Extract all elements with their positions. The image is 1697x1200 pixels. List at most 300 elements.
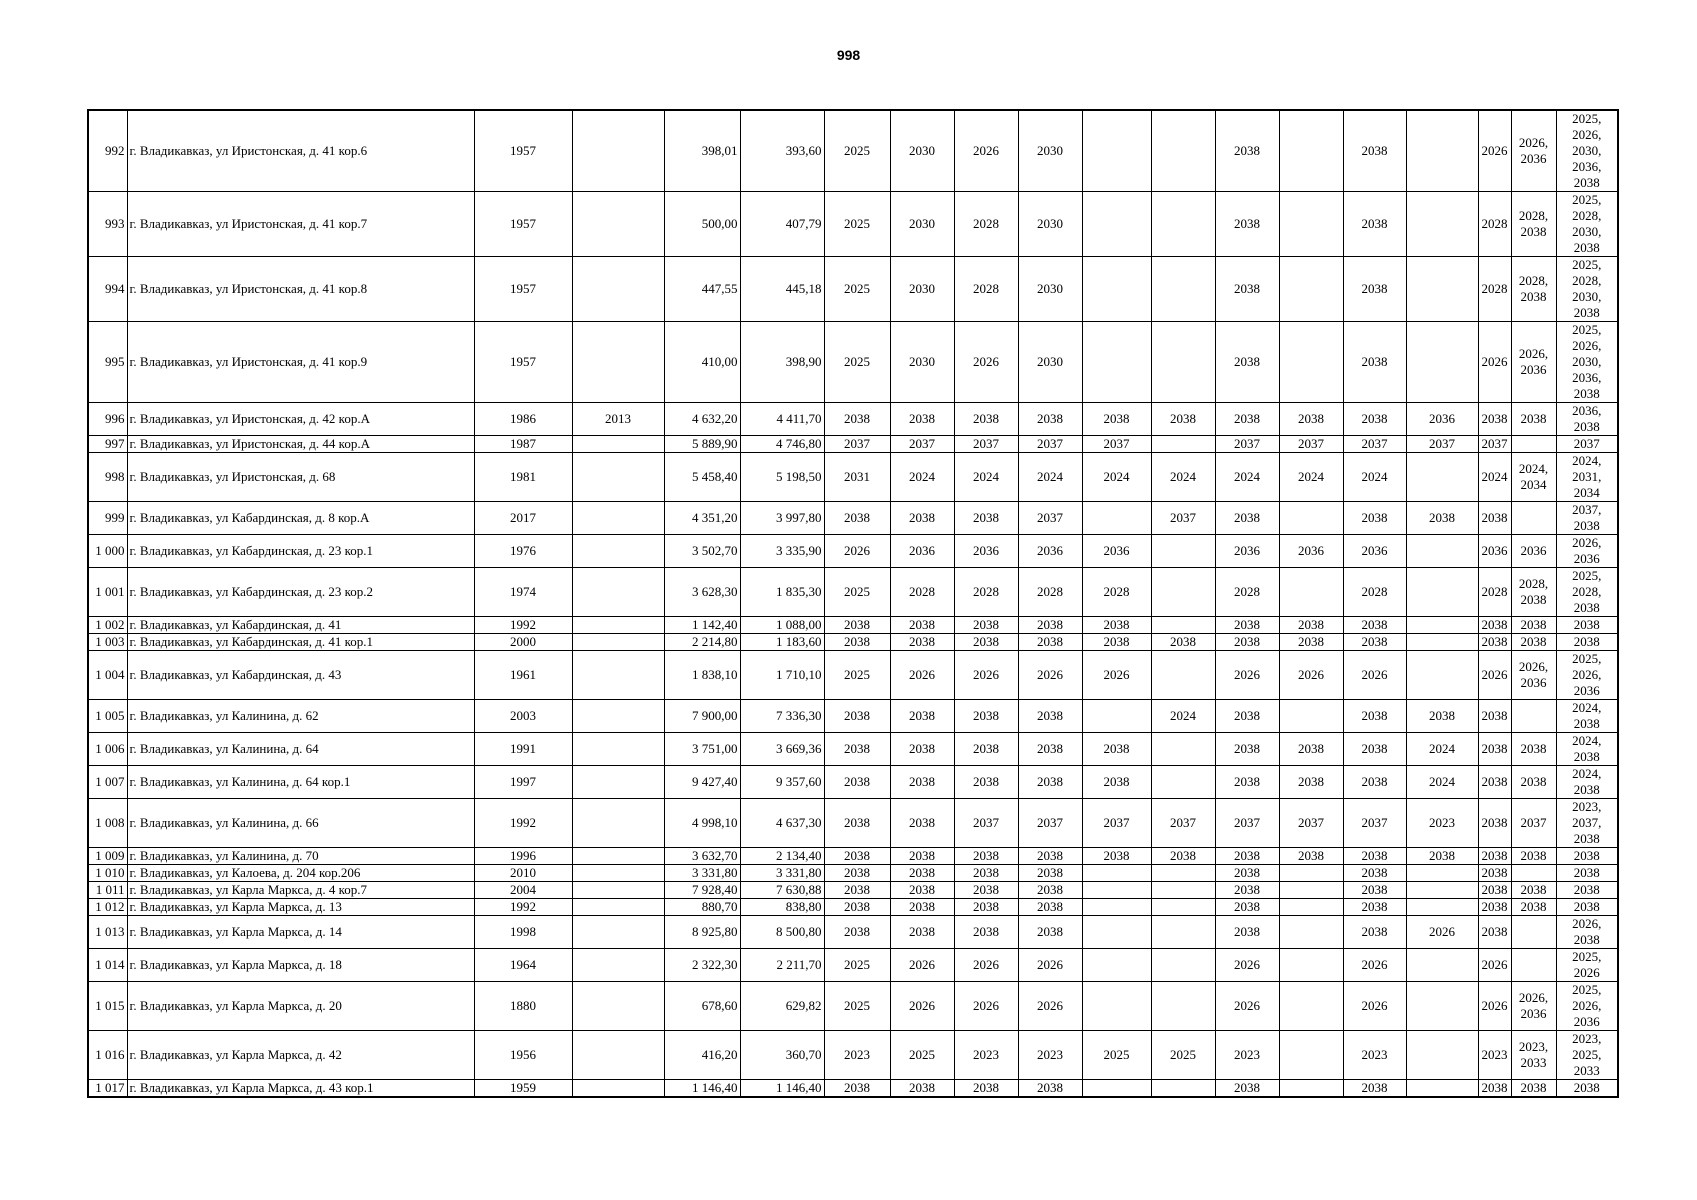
work-year-cell: 2025, 2026, 2030, 2036, 2038 — [1556, 110, 1618, 192]
work-year-cell: 2026 — [1018, 982, 1082, 1031]
work-year-cell: 2037 — [954, 799, 1018, 848]
work-year-cell: 2038 — [824, 403, 890, 436]
work-year-cell: 2038 — [890, 916, 954, 949]
work-year-cell: 2038 — [824, 799, 890, 848]
work-year-cell: 2038 — [1511, 882, 1556, 899]
repair-year-cell — [572, 865, 664, 882]
work-year-cell: 2037 — [1478, 436, 1511, 453]
build-year-cell: 1981 — [474, 453, 572, 502]
work-year-cell: 2023 — [1406, 799, 1478, 848]
work-year-cell: 2025, 2028, 2038 — [1556, 568, 1618, 617]
work-year-cell: 2038 — [1343, 192, 1406, 257]
table-row — [88, 899, 1618, 916]
work-year-cell: 2037 — [1018, 436, 1082, 453]
work-year-cell: 2038 — [1343, 617, 1406, 634]
repair-year-cell: 2013 — [572, 403, 664, 436]
work-year-cell: 2038 — [1279, 403, 1343, 436]
work-year-cell: 2037 — [890, 436, 954, 453]
work-year-cell: 2038 — [1082, 848, 1151, 865]
living-area-cell: 4 746,80 — [740, 436, 824, 453]
row-number-cell: 1 006 — [88, 733, 127, 766]
work-year-cell: 2038 — [954, 916, 1018, 949]
table-row — [88, 322, 1618, 403]
work-year-cell: 2024 — [1018, 453, 1082, 502]
total-area-cell: 416,20 — [664, 1031, 740, 1080]
work-year-cell: 2024 — [1215, 453, 1279, 502]
row-number-cell: 1 003 — [88, 634, 127, 651]
work-year-cell: 2038 — [1018, 617, 1082, 634]
build-year-cell: 1957 — [474, 110, 572, 192]
work-year-cell: 2028, 2038 — [1511, 257, 1556, 322]
work-year-cell: 2038 — [890, 865, 954, 882]
address-cell: г. Владикавказ, ул Карла Маркса, д. 14 — [127, 916, 474, 949]
build-year-cell: 1957 — [474, 192, 572, 257]
work-year-cell: 2036 — [1018, 535, 1082, 568]
work-year-cell — [1151, 982, 1215, 1031]
build-year-cell: 1961 — [474, 651, 572, 700]
work-year-cell: 2023 — [1343, 1031, 1406, 1080]
repair-year-cell — [572, 982, 664, 1031]
work-year-cell — [1279, 882, 1343, 899]
work-year-cell: 2038 — [954, 733, 1018, 766]
build-year-cell: 1959 — [474, 1080, 572, 1098]
repair-year-cell — [572, 568, 664, 617]
work-year-cell: 2038 — [1215, 502, 1279, 535]
work-year-cell: 2025 — [1151, 1031, 1215, 1080]
work-year-cell: 2026 — [1215, 949, 1279, 982]
living-area-cell: 3 331,80 — [740, 865, 824, 882]
work-year-cell: 2038 — [890, 766, 954, 799]
living-area-cell: 445,18 — [740, 257, 824, 322]
total-area-cell: 7 900,00 — [664, 700, 740, 733]
work-year-cell — [1151, 192, 1215, 257]
work-year-cell: 2036 — [954, 535, 1018, 568]
work-year-cell: 2038 — [1018, 865, 1082, 882]
work-year-cell — [1082, 949, 1151, 982]
work-year-cell: 2026 — [954, 949, 1018, 982]
work-year-cell — [1279, 322, 1343, 403]
work-year-cell — [1279, 192, 1343, 257]
work-year-cell: 2026 — [1343, 982, 1406, 1031]
work-year-cell: 2038 — [954, 617, 1018, 634]
work-year-cell: 2024, 2034 — [1511, 453, 1556, 502]
work-year-cell: 2038 — [1343, 502, 1406, 535]
work-year-cell: 2023 — [954, 1031, 1018, 1080]
repair-year-cell — [572, 1031, 664, 1080]
address-cell: г. Владикавказ, ул Карла Маркса, д. 42 — [127, 1031, 474, 1080]
table-row — [88, 192, 1618, 257]
total-area-cell: 1 142,40 — [664, 617, 740, 634]
work-year-cell: 2038 — [1406, 502, 1478, 535]
work-year-cell: 2037 — [1343, 799, 1406, 848]
work-year-cell: 2024, 2031, 2034 — [1556, 453, 1618, 502]
row-number-cell: 1 010 — [88, 865, 127, 882]
repair-year-cell — [572, 617, 664, 634]
work-year-cell: 2038 — [1556, 882, 1618, 899]
work-year-cell: 2025 — [824, 949, 890, 982]
work-year-cell: 2036 — [1343, 535, 1406, 568]
work-year-cell — [1406, 634, 1478, 651]
repair-year-cell — [572, 1080, 664, 1098]
work-year-cell: 2038 — [1343, 403, 1406, 436]
address-cell: г. Владикавказ, ул Калинина, д. 64 кор.1 — [127, 766, 474, 799]
work-year-cell: 2026 — [954, 651, 1018, 700]
work-year-cell: 2025, 2026, 2036 — [1556, 982, 1618, 1031]
work-year-cell: 2038 — [1215, 848, 1279, 865]
work-year-cell — [1406, 882, 1478, 899]
row-number-cell: 1 011 — [88, 882, 127, 899]
total-area-cell: 678,60 — [664, 982, 740, 1031]
repair-year-cell — [572, 882, 664, 899]
address-cell: г. Владикавказ, ул Иристонская, д. 41 кор.8 — [127, 257, 474, 322]
table-row — [88, 634, 1618, 651]
work-year-cell — [1082, 322, 1151, 403]
address-cell: г. Владикавказ, ул Иристонская, д. 41 кор.6 — [127, 110, 474, 192]
repair-year-cell — [572, 502, 664, 535]
work-year-cell: 2038 — [1018, 700, 1082, 733]
work-year-cell: 2038 — [824, 700, 890, 733]
work-year-cell: 2026 — [1478, 110, 1511, 192]
work-year-cell: 2024 — [1151, 700, 1215, 733]
work-year-cell: 2023, 2025, 2033 — [1556, 1031, 1618, 1080]
work-year-cell — [1406, 1031, 1478, 1080]
work-year-cell: 2026, 2036 — [1511, 651, 1556, 700]
work-year-cell: 2038 — [824, 848, 890, 865]
work-year-cell: 2038 — [1215, 865, 1279, 882]
work-year-cell: 2038 — [890, 848, 954, 865]
work-year-cell: 2028 — [1215, 568, 1279, 617]
table-row — [88, 882, 1618, 899]
repair-year-cell — [572, 916, 664, 949]
work-year-cell — [1082, 916, 1151, 949]
work-year-cell: 2038 — [890, 700, 954, 733]
build-year-cell: 1880 — [474, 982, 572, 1031]
work-year-cell — [1082, 502, 1151, 535]
work-year-cell: 2038 — [1406, 848, 1478, 865]
work-year-cell — [1406, 651, 1478, 700]
work-year-cell: 2024 — [1279, 453, 1343, 502]
work-year-cell: 2026 — [824, 535, 890, 568]
build-year-cell: 1957 — [474, 322, 572, 403]
row-number-cell: 1 001 — [88, 568, 127, 617]
work-year-cell: 2038 — [890, 1080, 954, 1098]
work-year-cell: 2038 — [824, 617, 890, 634]
row-number-cell: 996 — [88, 403, 127, 436]
work-year-cell: 2024 — [1151, 453, 1215, 502]
living-area-cell: 360,70 — [740, 1031, 824, 1080]
address-cell: г. Владикавказ, ул Карла Маркса, д. 43 кор.1 — [127, 1080, 474, 1098]
work-year-cell — [1279, 502, 1343, 535]
work-year-cell: 2038 — [1343, 766, 1406, 799]
work-year-cell: 2026, 2036 — [1511, 982, 1556, 1031]
work-year-cell: 2038 — [1343, 916, 1406, 949]
total-area-cell: 7 928,40 — [664, 882, 740, 899]
work-year-cell: 2038 — [1082, 733, 1151, 766]
work-year-cell: 2038 — [1343, 848, 1406, 865]
living-area-cell: 3 335,90 — [740, 535, 824, 568]
living-area-cell: 838,80 — [740, 899, 824, 916]
work-year-cell: 2038 — [954, 634, 1018, 651]
row-number-cell: 1 014 — [88, 949, 127, 982]
work-year-cell — [1151, 766, 1215, 799]
build-year-cell: 1996 — [474, 848, 572, 865]
work-year-cell: 2037 — [1151, 799, 1215, 848]
work-year-cell: 2037 — [1018, 799, 1082, 848]
build-year-cell: 1998 — [474, 916, 572, 949]
housing-register-table — [87, 109, 1619, 1098]
work-year-cell: 2031 — [824, 453, 890, 502]
work-year-cell: 2036 — [1478, 535, 1511, 568]
work-year-cell: 2024 — [1478, 453, 1511, 502]
work-year-cell: 2038 — [1279, 617, 1343, 634]
work-year-cell: 2038 — [1478, 700, 1511, 733]
living-area-cell: 9 357,60 — [740, 766, 824, 799]
work-year-cell: 2037 — [1556, 436, 1618, 453]
work-year-cell: 2038 — [890, 899, 954, 916]
work-year-cell: 2023, 2037, 2038 — [1556, 799, 1618, 848]
repair-year-cell — [572, 766, 664, 799]
work-year-cell: 2038 — [1082, 403, 1151, 436]
table-row — [88, 1080, 1618, 1098]
work-year-cell: 2024 — [1406, 766, 1478, 799]
work-year-cell: 2038 — [1151, 403, 1215, 436]
work-year-cell: 2038 — [1343, 882, 1406, 899]
work-year-cell: 2038 — [954, 865, 1018, 882]
total-area-cell: 8 925,80 — [664, 916, 740, 949]
work-year-cell — [1279, 110, 1343, 192]
total-area-cell: 3 632,70 — [664, 848, 740, 865]
work-year-cell: 2038 — [1556, 617, 1618, 634]
work-year-cell: 2038 — [1478, 916, 1511, 949]
work-year-cell: 2038 — [1478, 502, 1511, 535]
repair-year-cell — [572, 453, 664, 502]
build-year-cell: 2000 — [474, 634, 572, 651]
work-year-cell: 2038 — [1478, 634, 1511, 651]
address-cell: г. Владикавказ, ул Иристонская, д. 42 кор.А — [127, 403, 474, 436]
work-year-cell: 2038 — [890, 733, 954, 766]
work-year-cell: 2037 — [824, 436, 890, 453]
work-year-cell: 2026 — [890, 651, 954, 700]
total-area-cell: 5 889,90 — [664, 436, 740, 453]
work-year-cell: 2028 — [1478, 192, 1511, 257]
work-year-cell — [1151, 733, 1215, 766]
work-year-cell — [1279, 257, 1343, 322]
address-cell: г. Владикавказ, ул Карла Маркса, д. 18 — [127, 949, 474, 982]
work-year-cell: 2025 — [824, 322, 890, 403]
work-year-cell: 2037 — [1215, 436, 1279, 453]
work-year-cell: 2038 — [1215, 916, 1279, 949]
work-year-cell: 2038 — [1279, 733, 1343, 766]
work-year-cell: 2038 — [1215, 700, 1279, 733]
work-year-cell: 2038 — [1018, 882, 1082, 899]
work-year-cell: 2038 — [890, 634, 954, 651]
total-area-cell: 1 146,40 — [664, 1080, 740, 1098]
table-row — [88, 568, 1618, 617]
work-year-cell: 2037 — [1279, 799, 1343, 848]
work-year-cell — [1082, 192, 1151, 257]
row-number-cell: 993 — [88, 192, 127, 257]
work-year-cell: 2025 — [824, 192, 890, 257]
address-cell: г. Владикавказ, ул Калинина, д. 62 — [127, 700, 474, 733]
work-year-cell: 2038 — [824, 865, 890, 882]
work-year-cell: 2026 — [1082, 651, 1151, 700]
work-year-cell: 2038 — [1406, 700, 1478, 733]
work-year-cell: 2026 — [1478, 322, 1511, 403]
work-year-cell: 2038 — [1082, 634, 1151, 651]
repair-year-cell — [572, 733, 664, 766]
living-area-cell: 2 134,40 — [740, 848, 824, 865]
work-year-cell — [1082, 700, 1151, 733]
row-number-cell: 1 008 — [88, 799, 127, 848]
address-cell: г. Владикавказ, ул Карла Маркса, д. 4 кор.7 — [127, 882, 474, 899]
work-year-cell — [1151, 535, 1215, 568]
work-year-cell: 2030 — [890, 192, 954, 257]
total-area-cell: 500,00 — [664, 192, 740, 257]
work-year-cell: 2038 — [1018, 733, 1082, 766]
row-number-cell: 1 007 — [88, 766, 127, 799]
row-number-cell: 994 — [88, 257, 127, 322]
work-year-cell: 2024, 2038 — [1556, 700, 1618, 733]
table-row — [88, 700, 1618, 733]
address-cell: г. Владикавказ, ул Иристонская, д. 68 — [127, 453, 474, 502]
address-cell: г. Владикавказ, ул Иристонская, д. 44 кор.А — [127, 436, 474, 453]
table-row — [88, 865, 1618, 882]
address-cell: г. Владикавказ, ул Калоева, д. 204 кор.206 — [127, 865, 474, 882]
work-year-cell — [1082, 1080, 1151, 1098]
build-year-cell: 2010 — [474, 865, 572, 882]
work-year-cell — [1406, 865, 1478, 882]
row-number-cell: 997 — [88, 436, 127, 453]
total-area-cell: 5 458,40 — [664, 453, 740, 502]
work-year-cell: 2037 — [1406, 436, 1478, 453]
table-row — [88, 848, 1618, 865]
work-year-cell: 2025, 2028, 2030, 2038 — [1556, 257, 1618, 322]
work-year-cell — [1082, 257, 1151, 322]
work-year-cell: 2026 — [954, 110, 1018, 192]
work-year-cell: 2026 — [1279, 651, 1343, 700]
repair-year-cell — [572, 322, 664, 403]
build-year-cell: 1997 — [474, 766, 572, 799]
work-year-cell: 2023 — [1018, 1031, 1082, 1080]
work-year-cell: 2038 — [824, 899, 890, 916]
table-row — [88, 403, 1618, 436]
work-year-cell: 2038 — [1556, 1080, 1618, 1098]
work-year-cell — [1082, 899, 1151, 916]
work-year-cell: 2036 — [1279, 535, 1343, 568]
work-year-cell: 2023 — [1478, 1031, 1511, 1080]
work-year-cell: 2038 — [1215, 257, 1279, 322]
work-year-cell — [1406, 1080, 1478, 1098]
work-year-cell — [1406, 322, 1478, 403]
work-year-cell: 2025 — [824, 110, 890, 192]
work-year-cell: 2026 — [1406, 916, 1478, 949]
work-year-cell — [1511, 502, 1556, 535]
living-area-cell: 398,90 — [740, 322, 824, 403]
work-year-cell — [1279, 1031, 1343, 1080]
work-year-cell — [1406, 982, 1478, 1031]
work-year-cell: 2038 — [1343, 899, 1406, 916]
work-year-cell: 2038 — [890, 799, 954, 848]
row-number-cell: 1 005 — [88, 700, 127, 733]
build-year-cell: 2004 — [474, 882, 572, 899]
work-year-cell: 2038 — [1215, 766, 1279, 799]
table-row — [88, 110, 1618, 192]
work-year-cell: 2026, 2036 — [1511, 110, 1556, 192]
work-year-cell — [1511, 436, 1556, 453]
work-year-cell: 2038 — [890, 403, 954, 436]
row-number-cell: 995 — [88, 322, 127, 403]
work-year-cell: 2038 — [1511, 766, 1556, 799]
work-year-cell: 2038 — [1215, 882, 1279, 899]
work-year-cell — [1151, 949, 1215, 982]
work-year-cell: 2030 — [1018, 192, 1082, 257]
build-year-cell: 1992 — [474, 899, 572, 916]
row-number-cell: 998 — [88, 453, 127, 502]
work-year-cell: 2038 — [1215, 322, 1279, 403]
living-area-cell: 1 183,60 — [740, 634, 824, 651]
work-year-cell: 2037 — [1215, 799, 1279, 848]
work-year-cell: 2024 — [1082, 453, 1151, 502]
living-area-cell: 1 835,30 — [740, 568, 824, 617]
work-year-cell — [1511, 949, 1556, 982]
address-cell: г. Владикавказ, ул Кабардинская, д. 41 — [127, 617, 474, 634]
table-row — [88, 535, 1618, 568]
work-year-cell: 2025 — [890, 1031, 954, 1080]
row-number-cell: 1 004 — [88, 651, 127, 700]
repair-year-cell — [572, 799, 664, 848]
row-number-cell: 992 — [88, 110, 127, 192]
work-year-cell: 2038 — [954, 899, 1018, 916]
work-year-cell: 2030 — [1018, 322, 1082, 403]
work-year-cell — [1279, 982, 1343, 1031]
work-year-cell: 2038 — [954, 403, 1018, 436]
work-year-cell: 2026 — [1343, 949, 1406, 982]
build-year-cell: 1976 — [474, 535, 572, 568]
work-year-cell: 2025 — [824, 568, 890, 617]
work-year-cell: 2038 — [1343, 865, 1406, 882]
work-year-cell — [1151, 568, 1215, 617]
repair-year-cell — [572, 436, 664, 453]
address-cell: г. Владикавказ, ул Иристонская, д. 41 кор.7 — [127, 192, 474, 257]
living-area-cell: 407,79 — [740, 192, 824, 257]
work-year-cell: 2038 — [824, 502, 890, 535]
work-year-cell: 2025, 2026 — [1556, 949, 1618, 982]
table-row — [88, 436, 1618, 453]
work-year-cell — [1151, 651, 1215, 700]
work-year-cell: 2036 — [1406, 403, 1478, 436]
work-year-cell: 2023 — [824, 1031, 890, 1080]
work-year-cell: 2038 — [824, 634, 890, 651]
living-area-cell: 629,82 — [740, 982, 824, 1031]
work-year-cell: 2024, 2038 — [1556, 733, 1618, 766]
row-number-cell: 1 015 — [88, 982, 127, 1031]
total-area-cell: 2 322,30 — [664, 949, 740, 982]
work-year-cell: 2038 — [1343, 257, 1406, 322]
work-year-cell: 2038 — [1215, 733, 1279, 766]
work-year-cell: 2038 — [890, 882, 954, 899]
total-area-cell: 4 998,10 — [664, 799, 740, 848]
build-year-cell: 1957 — [474, 257, 572, 322]
work-year-cell: 2038 — [1018, 916, 1082, 949]
row-number-cell: 1 002 — [88, 617, 127, 634]
address-cell: г. Владикавказ, ул Калинина, д. 66 — [127, 799, 474, 848]
build-year-cell: 1986 — [474, 403, 572, 436]
work-year-cell — [1406, 617, 1478, 634]
work-year-cell — [1406, 568, 1478, 617]
work-year-cell: 2028, 2038 — [1511, 568, 1556, 617]
work-year-cell: 2038 — [1511, 733, 1556, 766]
work-year-cell — [1151, 436, 1215, 453]
